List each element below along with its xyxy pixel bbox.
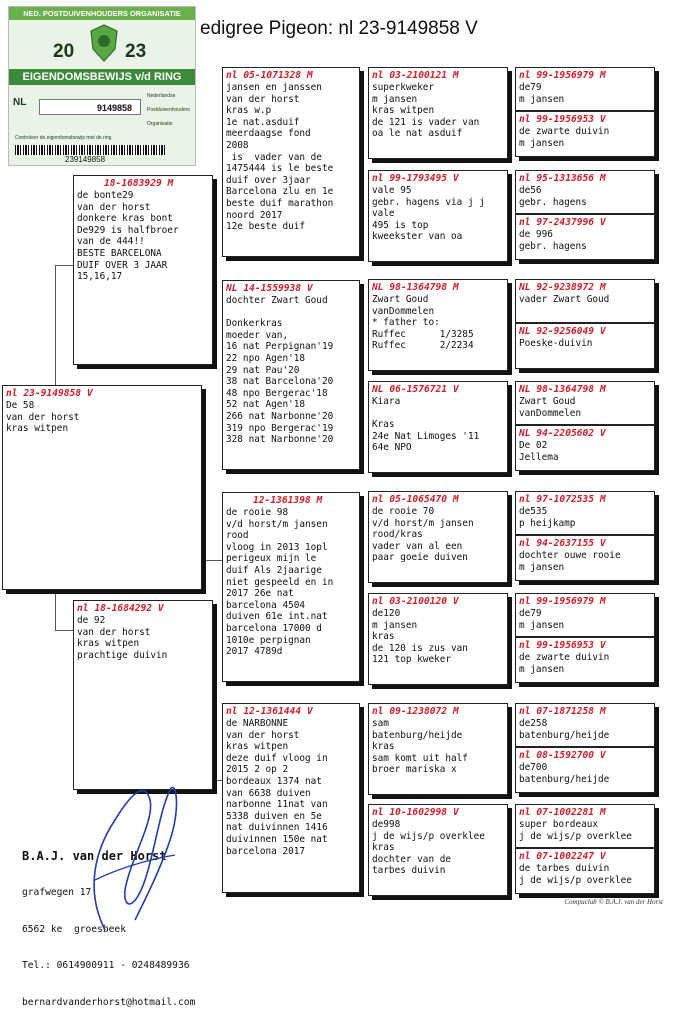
info-line: niet gespeeld en in [226,576,334,588]
info-line: de zwarte duivin [519,126,610,137]
info-line: De 02 [519,440,548,451]
info-line: barcelona 2017 [226,845,306,857]
ring-number: NL 06-1576721 V [372,384,459,395]
info-line: vale [372,208,395,220]
info-line: broer mariska x [372,764,457,776]
ring-number: nl 07-1002247 V [519,851,606,862]
info-line: 38 nat Barcelona'20 [226,376,334,388]
info-line: de79 [519,608,542,619]
sticker-band: EIGENDOMSBEWIJS v/d RING [9,69,195,85]
info-line: gebr. hagens [519,196,587,208]
ring-number: nl 07-1871258 M [519,706,606,717]
info-line: de79 [519,82,542,93]
info-line: sam komt uit half [372,752,468,764]
pigeon-info [516,550,654,573]
pigeon-card-ggp8 [368,804,508,896]
info-line: m jansen [519,137,565,149]
pigeon-info [516,185,654,208]
pigeon-info [516,396,654,419]
info-line: de rooie 98 [226,507,289,518]
info-line: vloog in 2013 1opl [226,541,328,553]
ring-number: nl 18-1684292 V [77,603,164,614]
info-line: 328 nat Narbonne'20 [226,434,334,446]
info-line: de tarbes duivin [519,863,610,874]
info-line: van der horst [226,729,300,741]
pigeon-card-g13 [515,703,655,747]
info-line: 121 top kweker [372,654,452,666]
info-line: DUIF OVER 3 JAAR [77,259,168,271]
pigeon-card-gp3 [222,492,360,682]
info-line [226,307,356,319]
sticker-year-left: 20 [53,41,75,62]
info-line: de bonte29 [77,190,134,201]
info-line: Barcelona zlu en 1e [226,186,334,198]
pigeon-card-g15 [515,804,655,848]
info-line: De929 is halfbroer [77,224,179,236]
sticker-side-label-3: Organisatie [147,121,173,127]
ring-number: NL 92-9238972 M [519,282,606,293]
info-line: m jansen [519,663,565,675]
pigeon-info [516,338,654,350]
ring-number: 12-1361398 M [253,495,323,506]
info-line: batenburg/heijde [519,773,610,785]
info-line: de120 [372,608,401,619]
info-line: dochter Zwart Goud [226,295,328,306]
sticker-bottom-text: Controleer de eigendomsbewijs met de ring [15,135,112,141]
pigeon-card-g9 [515,491,655,535]
info-line: batenburg/heijde [519,729,610,741]
info-line: de258 [519,718,548,729]
ring-number: nl 03-2100121 M [372,70,459,81]
info-line: deze duif vloog in [226,752,328,764]
pigeon-card-g1 [515,67,655,111]
info-line: Kiara [372,396,401,407]
info-line: 29 nat Pau'20 [226,364,300,376]
info-line [372,408,504,420]
pigeon-card-ggp6 [368,593,508,685]
pigeon-card-ggp2 [368,170,508,262]
info-line: 24e Nat Limoges '11 [372,430,480,442]
owner-city: 6562 ke groesbeek [22,923,126,935]
pigeon-info [516,440,654,463]
pigeon-card-g3 [515,170,655,214]
info-line: nat duivinnen 1416 [226,822,328,834]
pigeon-card-gp2 [222,280,360,470]
info-line: dochter ouwe rooie [519,550,621,561]
pigeon-info [516,819,654,842]
pigeon-info [369,294,507,352]
sticker-org: NED. POSTDUIVENHOUDERS ORGANISATIE [9,7,195,20]
info-line: vader van al een [372,540,463,552]
pigeon-card-g14 [515,747,655,793]
pigeon-card-gp1 [222,67,360,257]
info-line: perigeux mijn le [226,553,317,565]
info-line: van de 444!! [77,236,145,248]
pigeon-info [516,762,654,785]
ring-number: nl 97-2437996 V [519,217,606,228]
pigeon-card-g8 [515,425,655,471]
info-line: Ruffec 2/2234 [372,340,474,352]
pigeon-info [516,82,654,105]
info-line: oa le nat asduif [372,128,463,140]
info-line: barcelona 17000 d [226,622,322,634]
lion-emblem-icon [87,23,121,63]
pigeon-info [223,507,359,658]
info-line: 266 nat Narbonne'20 [226,410,334,422]
info-line: kras [372,741,395,753]
info-line: de998 [372,819,401,830]
pigeon-info [516,863,654,886]
ring-number: nl 99-1956953 V [519,640,606,651]
sticker-year-right: 23 [125,41,147,62]
sticker-side-label-2: Postduivenhouders [147,107,190,113]
pigeon-card-ggp4 [368,381,508,473]
info-line: vanDommelen [519,407,582,419]
info-line: de rooie 70 [372,506,435,517]
pigeon-info [516,506,654,529]
info-line: m jansen [372,93,418,105]
pigeon-card-ggp5 [368,491,508,583]
info-line: beste duif marathon [226,197,334,209]
ring-number: nl 09-1238072 M [372,706,459,717]
info-line: duif Als 2jaarige [226,564,322,576]
ring-number: 18-1683929 M [104,178,174,189]
ring-number: nl 03-2100120 V [372,596,459,607]
ring-number: NL 14-1559938 V [226,283,313,294]
barcode [15,145,165,155]
info-line: narbonne 11nat van [226,799,328,811]
info-line: m jansen [372,619,418,631]
info-line: kras [372,842,395,854]
info-line: 52 nat Agen'18 [226,399,306,411]
info-line: 64e NPO [372,442,412,454]
info-line: 2017 26e nat [226,588,294,600]
info-line: de 996 [519,229,553,240]
info-line: kras w.p [226,105,272,117]
owner-email: bernardvanderhorst@hotmail.com [22,996,196,1008]
info-line: gebr. hagens [519,240,587,252]
pigeon-card-g11 [515,593,655,637]
connector [55,265,56,390]
info-line: tarbes duivin [372,865,446,877]
ring-number: nl 12-1361444 V [226,706,313,717]
info-line: batenburg/heijde [372,729,463,741]
owner-name: B.A.J. van der Horst [22,849,167,864]
ring-number: nl 08-1592700 V [519,750,606,761]
info-line: gebr. hagens via j j [372,196,485,208]
pigeon-card-ggp3 [368,279,508,371]
info-line: jansen en janssen [226,82,322,93]
info-line: bordeaux 1374 nat [226,775,322,787]
info-line: v/d horst/m jansen [372,517,474,529]
info-line: 22 npo Agen'18 [226,352,306,364]
ring-number: NL 92-9256049 V [519,326,606,337]
info-line: dochter van de [372,853,452,865]
info-line: prachtige duivin [77,649,168,661]
info-line: de700 [519,762,548,773]
info-line: duif over 3jaar [226,174,311,186]
pigeon-card-g12 [515,637,655,683]
pigeon-info [369,608,507,666]
info-line: de zwarte duivin [519,652,610,663]
pigeon-info [369,396,507,454]
info-line: barcelona 4504 [226,599,306,611]
info-line: super bordeaux [519,819,599,830]
ring-number: nl 99-1956979 M [519,70,606,81]
pigeon-info [74,190,212,283]
pigeon-info [74,615,212,661]
info-line: moeder van, [226,329,289,341]
info-line: noord 2017 [226,209,283,221]
info-line: kras witpen [77,638,140,650]
info-line: de 92 [77,615,106,626]
pigeon-info [369,506,507,564]
info-line: kras witpen [226,741,289,753]
info-line: Poeske-duivin [519,338,593,349]
info-line: 15,16,17 [77,271,123,283]
pigeon-info [516,294,654,306]
info-line: 5338 duiven en 5e [226,810,322,822]
info-line: m jansen [519,619,565,631]
pigeon-info [223,82,359,233]
footer-copyright: Compuclub © B.A.J. van der Horst [564,898,663,906]
info-line: Zwart Goud [519,396,576,407]
info-line: de535 [519,506,548,517]
info-line: Zwart Goud [372,294,429,305]
pigeon-card-g5 [515,279,655,323]
info-line: BESTE BARCELONA [77,247,162,259]
pigeon-info [516,652,654,675]
pigeon-info [3,400,201,435]
info-line: kweekster van oa [372,231,463,243]
ring-number: NL 94-2205602 V [519,428,606,439]
info-line: sam [372,718,389,729]
ring-number: nl 05-1071328 M [226,70,313,81]
connector [55,590,56,630]
ring-number: nl 10-1602998 V [372,807,459,818]
owner-phone: Tel.: 0614900911 - 0248489936 [22,960,190,972]
pigeon-info [223,718,359,857]
pigeon-info [516,608,654,631]
page-title: edigree Pigeon: nl 23-9149858 V [200,18,478,39]
pigeon-card-g16 [515,848,655,894]
ring-number: nl 99-1956979 M [519,596,606,607]
pigeon-info [369,718,507,776]
info-line: Donkerkras [226,318,283,330]
info-line: duiven 61e int.nat [226,611,328,623]
info-line: rood [226,530,249,542]
ring-number: nl 95-1313656 M [519,173,606,184]
info-line: is vader van de [226,151,322,163]
ring-number: NL 98-1364798 M [372,282,459,293]
pigeon-info [369,185,507,243]
info-line: vale 95 [372,185,412,196]
info-line: Jellema [519,451,559,463]
info-line: kras witpen [372,105,435,117]
info-line: 1010e perpignan [226,634,311,646]
info-line: j de wijs/p overklee [372,830,485,842]
ownership-sticker [8,6,196,166]
info-line: de 120 is zus van [372,642,468,654]
info-line: 319 npo Bergerac'19 [226,422,334,434]
ring-number: nl 99-1793495 V [372,173,459,184]
info-line: 16 nat Perpignan'19 [226,341,334,353]
owner-street: grafwegen 17 [22,887,92,899]
info-line: donkere kras bont [77,213,173,225]
sticker-country: NL [13,97,27,108]
info-line: meerdaagse fond [226,128,311,140]
sticker-ring-number: 9149858 [97,103,133,113]
info-line: kras witpen [6,423,69,435]
info-line: * father to: [372,317,440,329]
pigeon-info [369,819,507,877]
pigeon-info [516,229,654,252]
info-line: van der horst [77,201,151,213]
info-line: van der horst [6,411,80,423]
info-line: v/d horst/m jansen [226,518,328,530]
info-line: vader Zwart Goud [519,294,610,305]
info-line: 495 is top [372,219,429,231]
ring-number: nl 05-1065470 M [372,494,459,505]
pigeon-info [516,126,654,149]
info-line: 2015 2 op 2 [226,764,289,776]
pigeon-card-g7 [515,381,655,425]
info-line: j de wijs/p overklee [519,830,632,842]
pigeon-info [516,718,654,741]
pigeon-card-g2 [515,111,655,157]
pigeon-card-ggp1 [368,67,508,159]
pigeon-card-g10 [515,535,655,581]
connector [55,265,75,266]
info-line: 48 npo Bergerac'18 [226,387,328,399]
ring-number: nl 97-1072535 M [519,494,606,505]
signature-icon [75,760,185,935]
ring-number: nl 99-1956953 V [519,114,606,125]
info-line: van der horst [226,93,300,105]
info-line: superkweker [372,82,435,93]
info-line: duivinnen 150e nat [226,833,328,845]
info-line: de56 [519,185,542,196]
info-line: van der horst [77,626,151,638]
info-line: j de wijs/p overklee [519,874,632,886]
info-line: 1e nat.asduif [226,116,300,128]
pigeon-card-g4 [515,214,655,260]
connector [214,200,215,330]
pigeon-card-main [2,385,202,590]
connector [205,560,223,561]
ring-number: nl 23-9149858 V [6,388,93,399]
info-line: de 121 is vader van [372,116,480,128]
info-line: van 6638 duiven [226,787,311,799]
ring-number: nl 07-1002281 M [519,807,606,818]
barcode-number: 239149858 [65,155,106,164]
info-line: 2008 [226,139,249,151]
info-line: kras [372,631,395,643]
info-line: 2017 4789d [226,646,283,658]
pigeon-info [223,295,359,446]
pigeon-info [369,82,507,140]
info-line: de NARBONNE [226,718,289,729]
info-line: m jansen [519,561,565,573]
pigeon-card-ggp7 [368,703,508,795]
info-line: 1475444 is le beste [226,163,334,175]
pigeon-card-sire [73,175,213,365]
info-line: 12e beste duif [226,221,306,233]
info-line: p heijkamp [519,517,576,529]
pigeon-card-g6 [515,323,655,369]
info-line: vanDommelen [372,305,435,317]
info-line: De 58 [6,400,35,411]
info-line: Kras [372,419,395,431]
info-line: m jansen [519,93,565,105]
info-line: Ruffec 1/3285 [372,328,474,340]
connector [55,630,75,631]
pigeon-card-gp4 [222,703,360,893]
sticker-side-label-1: Nederlandse [147,93,176,99]
info-line: rood/kras [372,529,423,541]
info-line: paar goeie duiven [372,552,468,564]
ring-number: NL 98-1364798 M [519,384,606,395]
ring-number: nl 94-2637155 V [519,538,606,549]
